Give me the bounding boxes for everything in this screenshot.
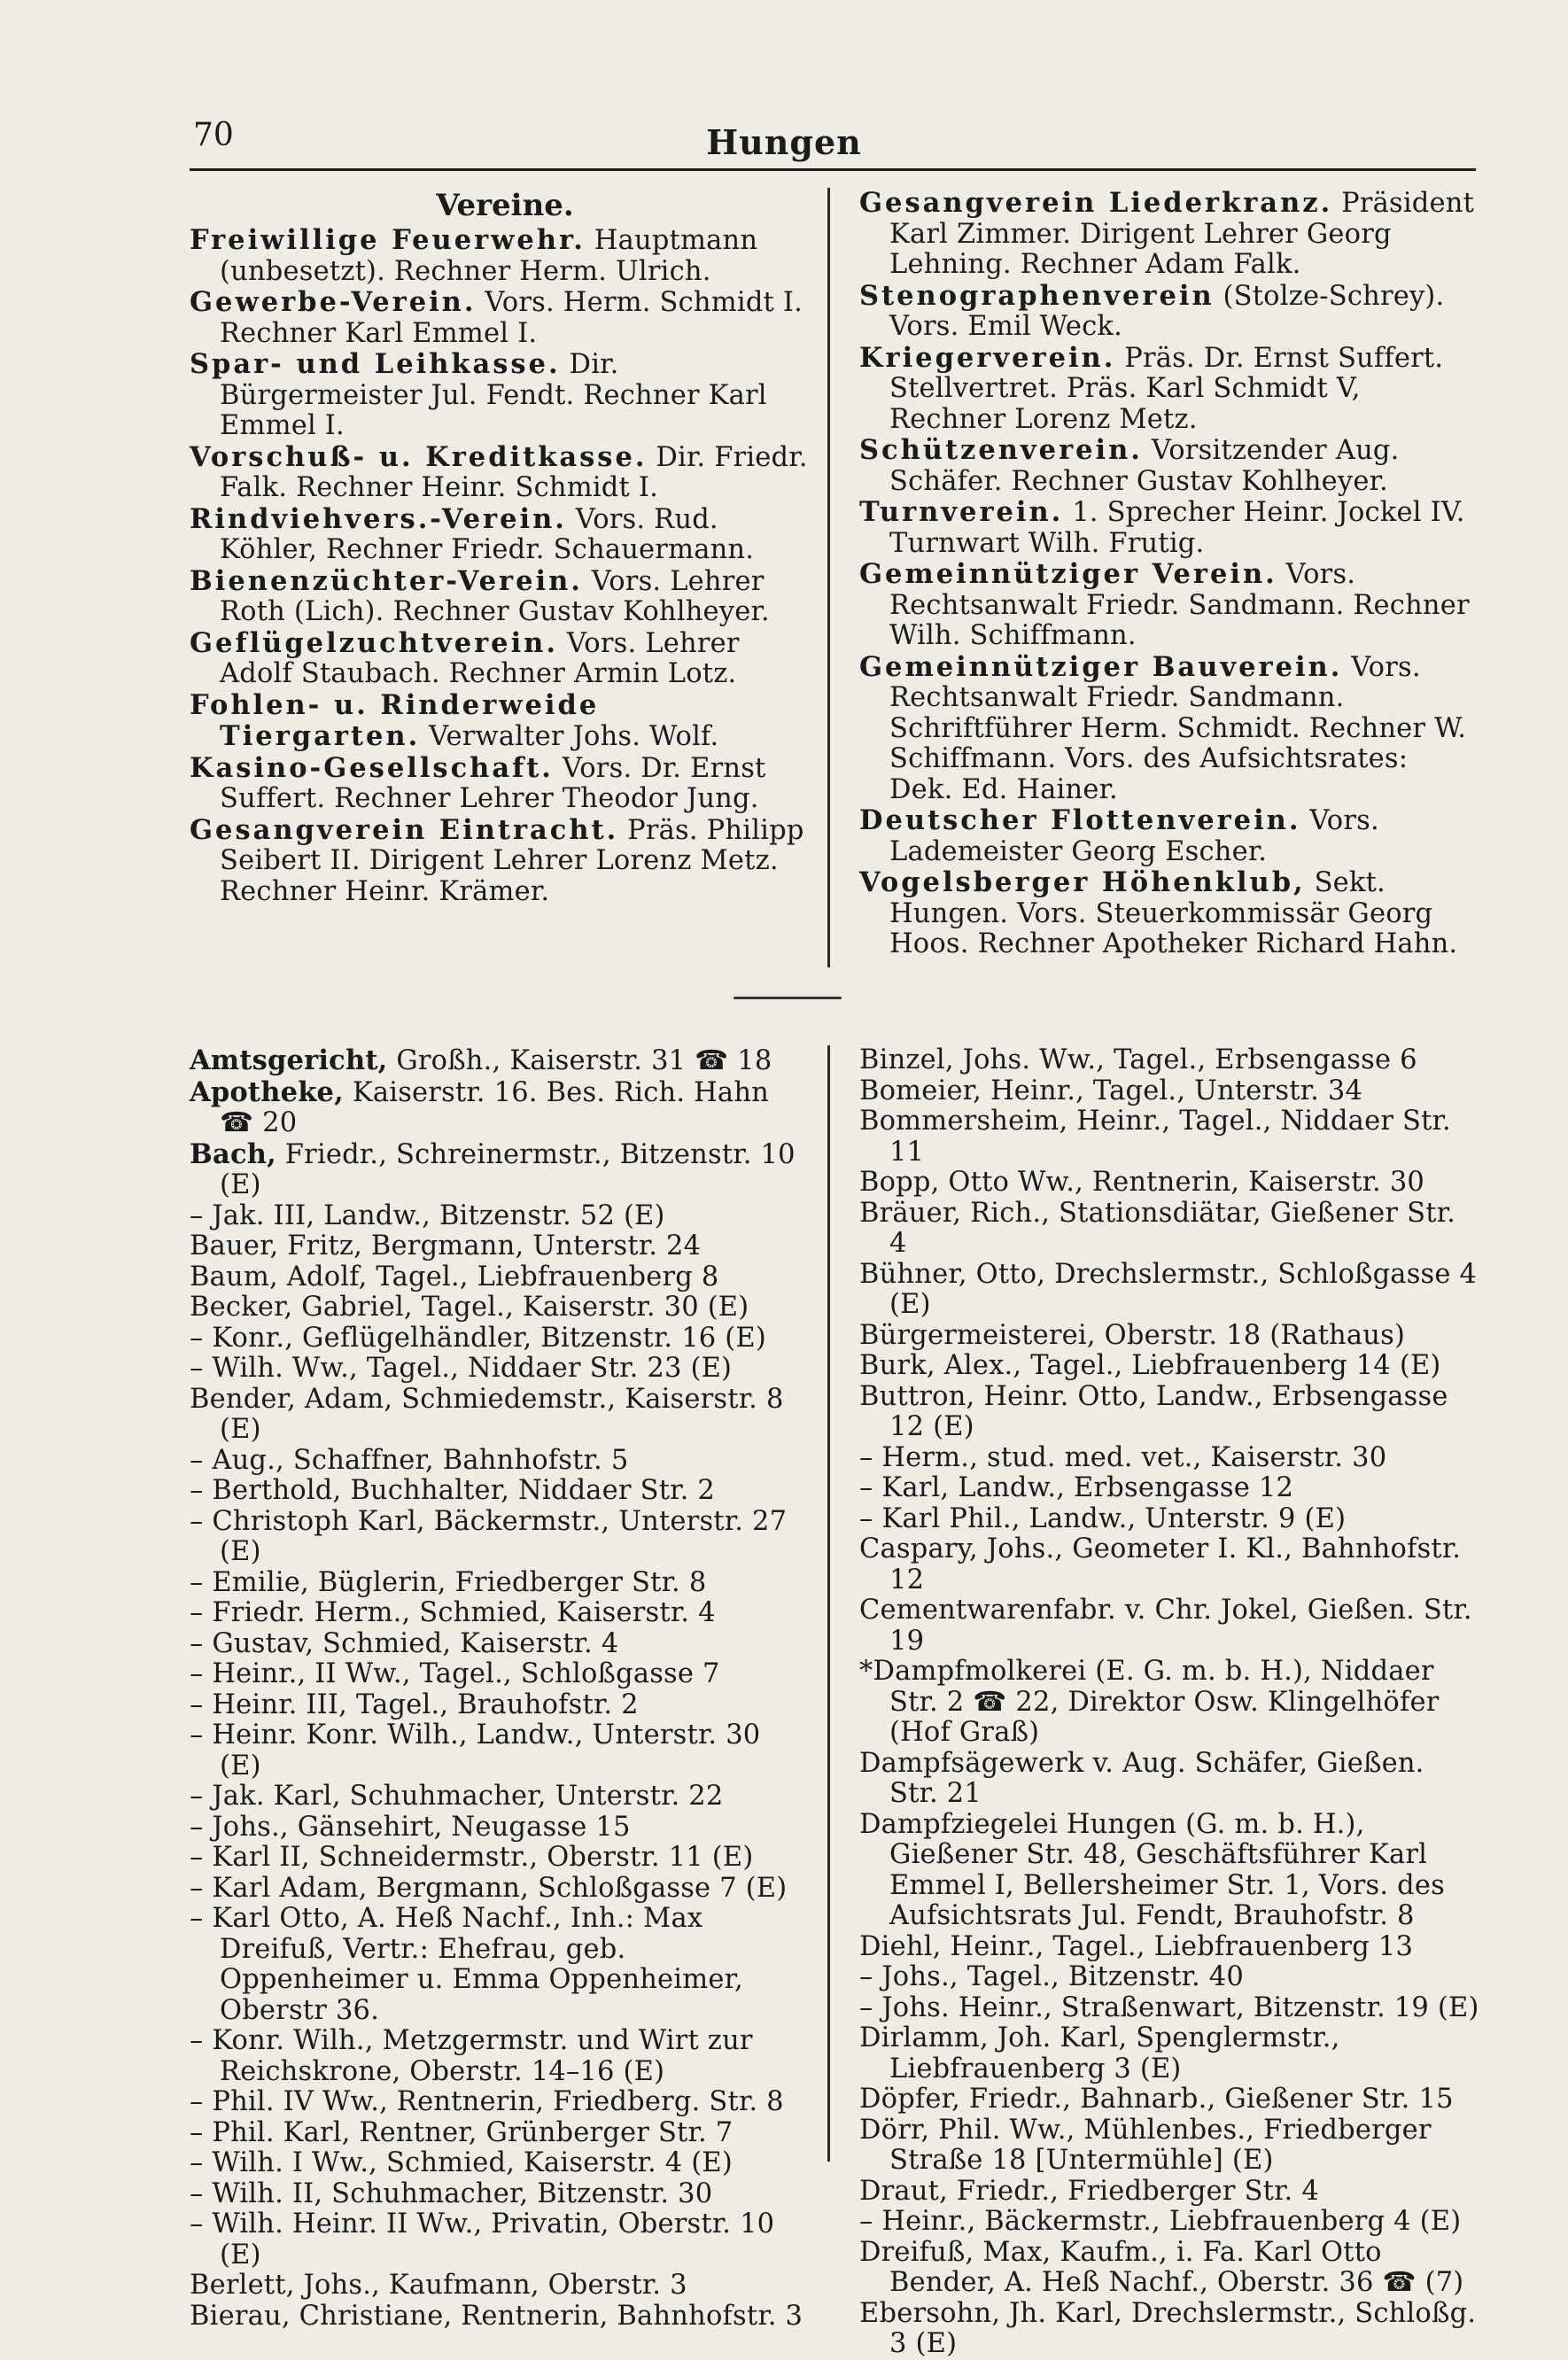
verein-details: Präs. Dr. Ernst Suffert. Stellvertret. Präs. Karl Schmidt V, Rechner Lorenz Metz. (889, 342, 1444, 435)
verein-entry (190, 442, 810, 504)
directory-entry (859, 2177, 1479, 2208)
entry-text: Bomeier, Heinr., Tagel., Unterstr. 34 (859, 1075, 1363, 1106)
section-separator (734, 997, 842, 999)
entry-text: Bühner, Otto, Drechslermstr., Schloßgasse 4 (E) (859, 1258, 1478, 1320)
entry-text: Bender, Adam, Schmiedemstr., Kaiserstr. 8 (E) (190, 1383, 784, 1445)
directory-entry (190, 1231, 810, 1262)
directory-entry (190, 2148, 810, 2179)
entry-text: Döpfer, Friedr., Bahnarb., Gießener Str. 15 (859, 2084, 1454, 2115)
section-title-vereine: Vereine. (436, 188, 574, 223)
directory-entry (190, 1904, 810, 2026)
directory-entry (190, 2302, 810, 2333)
vereine-column-left (190, 225, 810, 907)
entry-text: Draut, Friedr., Friedberger Str. 4 (859, 2175, 1319, 2207)
entry-text: Buttron, Heinr. Otto, Landw., Erbsengasse 12 (E) (859, 1380, 1448, 1442)
directory-entry (859, 1749, 1479, 1810)
verein-name: Kasino-Gesellschaft. (190, 751, 554, 784)
entry-text: – Johs., Tagel., Bitzenstr. 40 (859, 1961, 1245, 1992)
verein-name: Fohlen- u. Rinderweide Tiergarten. (190, 688, 600, 752)
verein-details: Vors. Dr. Ernst Suffert. Rechner Lehrer Theodor Jung. (220, 752, 766, 814)
page-number: 70 (193, 117, 234, 153)
verein-details: Vors. Lehrer Roth (Lich). Rechner Gustav Kohlheyer. (220, 565, 770, 627)
entry-text: Dampfziegelei Hungen (G. m. b. H.), Gießener Str. 48, Geschäftsführer Karl Emmel I, Bellersheimer Str. 1, Vors. des Aufsichtsrats Jul. Fendt, Brauhofstr. 8 (859, 1808, 1445, 1931)
column-divider-top (827, 188, 830, 967)
entry-text: Bürgermeisterei, Oberstr. 18 (Rathaus) (859, 1319, 1406, 1351)
entry-text: – Aug., Schaffner, Bahnhofstr. 5 (190, 1444, 629, 1476)
entry-text: – Phil. Karl, Rentner, Grünberger Str. 7 (190, 2116, 734, 2148)
verein-name: Schützenverein. (859, 434, 1143, 466)
entry-text: – Heinr. III, Tagel., Brauhofstr. 2 (190, 1688, 639, 1720)
directory-entry (859, 1199, 1479, 1260)
verein-details: Dir. Friedr. Falk. Rechner Heinr. Schmidt I. (220, 441, 808, 503)
entry-text: Dreifuß, Max, Kaufm., i. Fa. Karl Otto Bender, A. Heß Nachf., Oberstr. 36 ☎ (7) (859, 2236, 1464, 2298)
verein-name: Rindviehvers.-Verein. (190, 502, 567, 535)
verein-details: Hauptmann (unbesetzt). Rechner Herm. Ulrich. (220, 225, 758, 287)
verein-entry (190, 815, 810, 908)
directory-entry (859, 1993, 1479, 2024)
verein-name: Bienenzüchter-Verein. (190, 564, 583, 597)
verein-name: Spar- und Leihkasse. (190, 348, 561, 380)
verein-entry (190, 566, 810, 628)
directory-entry (859, 1076, 1479, 1107)
directory-entry (859, 1657, 1479, 1749)
directory-entry (859, 1443, 1479, 1474)
directory-entry (190, 1568, 810, 1599)
verein-details: Vors. Herm. Schmidt I. Rechner Karl Emmel I. (220, 287, 803, 349)
verein-entry (859, 343, 1479, 436)
directory-entry (190, 1659, 810, 1690)
entry-text: Dampfsägewerk v. Aug. Schäfer, Gießen. Str. 21 (859, 1747, 1424, 1809)
directory-entry (190, 1446, 810, 1477)
directory-entry (190, 2087, 810, 2118)
directory-entry (859, 1168, 1479, 1199)
entry-text: Kaiserstr. 16. Bes. Rich. Hahn ☎ 20 (220, 1076, 770, 1138)
directory-entry (859, 1534, 1479, 1595)
directory-entry (859, 1045, 1479, 1076)
directory-entry (859, 1260, 1479, 1321)
entry-text: – Heinr. Konr. Wilh., Landw., Unterstr. 30 (E) (190, 1720, 761, 1782)
directory-entry (859, 1595, 1479, 1657)
verein-details: Präsident Karl Zimmer. Dirigent Lehrer Georg Lehning. Rechner Adam Falk. (889, 188, 1475, 280)
directory-entry (190, 2026, 810, 2087)
directory-entry (190, 1782, 810, 1813)
entry-text: Becker, Gabriel, Tagel., Kaiserstr. 30 (E) (190, 1292, 749, 1323)
verein-entry (859, 652, 1479, 806)
verein-entry (859, 281, 1479, 343)
entry-text: – Berthold, Buchhalter, Niddaer Str. 2 (190, 1475, 715, 1506)
directory-entry (190, 1690, 810, 1721)
entry-text: Baum, Adolf, Tagel., Liebfrauenberg 8 (190, 1261, 719, 1293)
verein-details: Vors. Rechtsanwalt Friedr. Sandmann. Rechner Wilh. Schiffmann. (889, 559, 1470, 651)
directory-entry (859, 1504, 1479, 1535)
verein-name: Freiwillige Feuerwehr. (190, 224, 586, 256)
verein-entry (859, 435, 1479, 497)
column-divider-bottom (827, 1045, 830, 2162)
entry-name: Bach, (190, 1137, 276, 1170)
entry-name: Apotheke, (190, 1075, 344, 1108)
directory-entry (190, 1874, 810, 1905)
directory-entry (190, 1324, 810, 1355)
entry-text: Burk, Alex., Tagel., Liebfrauenberg 14 (E) (859, 1350, 1441, 1381)
directory-column-left (190, 1045, 810, 2332)
verein-name: Gewerbe-Verein. (190, 286, 477, 318)
directory-entry (190, 1476, 810, 1507)
entry-text: Ebersohn, Jh. Karl, Drechslermstr., Schloßg. 3 (E) (859, 2297, 1477, 2359)
entry-text: – Wilh. Heinr. II Ww., Privatin, Oberstr. 10 (E) (190, 2209, 775, 2271)
entry-text: – Johs. Heinr., Straßenwart, Bitzenstr. 19 (E) (859, 1991, 1479, 2023)
directory-entry (190, 1385, 810, 1446)
directory-entry (859, 2115, 1479, 2177)
verein-details: Sekt. Hungen. Vors. Steuerkommissär Georg Hoos. Rechner Apotheker Richard Hahn. (889, 867, 1458, 959)
verein-details: 1. Sprecher Heinr. Jockel IV. Turnwart Wilh. Frutig. (889, 497, 1465, 559)
verein-name: Stenographenverein (859, 279, 1215, 312)
verein-name: Gesangverein Eintracht. (190, 813, 619, 846)
entry-text: – Konr., Geflügelhändler, Bitzenstr. 16 (E) (190, 1322, 766, 1354)
verein-details: Vors. Rechtsanwalt Friedr. Sandmann. Schriftführer Herm. Schmidt. Rechner W. Schiffmann. Vors. des Aufsichtsrates: Dek. Ed. Hainer. (889, 651, 1467, 805)
entry-text: – Karl, Landw., Erbsengasse 12 (859, 1472, 1294, 1503)
directory-entry (859, 2084, 1479, 2115)
verein-details: Präs. Philipp Seibert II. Dirigent Lehrer Lorenz Metz. Rechner Heinr. Krämer. (220, 814, 804, 907)
directory-entry (190, 1354, 810, 1385)
vereine-column-right (859, 188, 1479, 960)
entry-name: Amtsgericht, (190, 1044, 388, 1076)
entry-text: Cementwarenfabr. v. Chr. Jokel, Gießen. Str. 19 (859, 1595, 1472, 1657)
verein-details: Dir. Bürgermeister Jul. Fendt. Rechner Karl Emmel I. (220, 349, 767, 441)
entry-text: Bierau, Christiane, Rentnerin, Bahnhofstr. 3 (190, 2300, 803, 2332)
directory-entry (190, 2179, 810, 2210)
entry-text: – Jak. III, Landw., Bitzenstr. 52 (E) (190, 1199, 665, 1231)
verein-details: (Stolze-Schrey). Vors. Emil Weck. (889, 280, 1445, 342)
entry-text: – Emilie, Büglerin, Friedberger Str. 8 (190, 1566, 707, 1598)
entry-text: – Wilh. I Ww., Schmied, Kaiserstr. 4 (E) (190, 2147, 733, 2178)
entry-text: – Karl Otto, A. Heß Nachf., Inh.: Max Dreifuß, Vertr.: Ehefrau, geb. Oppenheimer u. Emma Oppenheimer, Oberstr 36. (190, 1903, 743, 2026)
verein-entry (190, 287, 810, 349)
entry-text: Bopp, Otto Ww., Rentnerin, Kaiserstr. 30 (859, 1167, 1425, 1198)
entry-text: – Christoph Karl, Bäckermstr., Unterstr. 27 (E) (190, 1505, 788, 1567)
verein-details: Verwalter Johs. Wolf. (420, 721, 719, 752)
entry-text: Bommersheim, Heinr., Tagel., Niddaer Str. 11 (859, 1106, 1451, 1168)
directory-entry (190, 1843, 810, 1874)
verein-entry (190, 690, 810, 753)
verein-entry (859, 559, 1479, 652)
directory-entry (859, 1351, 1479, 1382)
verein-entry (859, 805, 1479, 867)
entry-text: – Karl II, Schneidermstr., Oberstr. 11 (E) (190, 1842, 754, 1873)
directory-entry (190, 1598, 810, 1629)
running-head: Hungen (706, 122, 862, 162)
entry-text: – Herm., stud. med. vet., Kaiserstr. 30 (859, 1441, 1387, 1473)
entry-text: – Karl Phil., Landw., Unterstr. 9 (E) (859, 1502, 1347, 1534)
verein-details: Vors. Rud. Köhler, Rechner Friedr. Schauermann. (220, 503, 755, 565)
directory-entry (859, 2299, 1479, 2360)
entry-text: Bauer, Fritz, Bergmann, Unterstr. 24 (190, 1230, 702, 1262)
directory-entry (859, 1382, 1479, 1443)
directory-entry (859, 2207, 1479, 2238)
verein-entry (859, 867, 1479, 960)
verein-name: Kriegerverein. (859, 341, 1116, 374)
entry-text: – Wilh. II, Schuhmacher, Bitzenstr. 30 (190, 2178, 713, 2209)
verein-details: Vorsitzender Aug. Schäfer. Rechner Gustav Kohlheyer. (889, 435, 1400, 497)
directory-column-right (859, 1045, 1479, 2360)
directory-entry (190, 1813, 810, 1844)
verein-details: Vors. Lademeister Georg Escher. (889, 805, 1379, 867)
directory-entry (859, 1932, 1479, 1963)
directory-entry (190, 1045, 810, 1077)
entry-text: Großh., Kaiserstr. 31 ☎ 18 (387, 1045, 772, 1076)
verein-name: Gesangverein Liederkranz. (859, 187, 1333, 219)
directory-entry (859, 1473, 1479, 1504)
verein-entry (190, 628, 810, 690)
directory-entry (190, 2118, 810, 2149)
directory-entry (190, 1293, 810, 1324)
verein-details: Vors. Lehrer Adolf Staubach. Rechner Armin Lotz. (220, 627, 740, 689)
verein-entry (190, 349, 810, 442)
verein-name: Gemeinnütziger Bauverein. (859, 650, 1343, 683)
verein-entry (859, 188, 1479, 281)
verein-name: Turnverein. (859, 496, 1064, 528)
entry-text: Dörr, Phil. Ww., Mühlenbes., Friedberger Straße 18 [Untermühle] (E) (859, 2114, 1432, 2176)
directory-entry (190, 1629, 810, 1660)
verein-name: Vorschuß- u. Kreditkasse. (190, 440, 648, 473)
directory-entry (859, 2238, 1479, 2299)
header-rule (190, 168, 1476, 171)
directory-entry (190, 1077, 810, 1139)
entry-text: Berlett, Johs., Kaufmann, Oberstr. 3 (190, 2270, 687, 2301)
entry-text: Bräuer, Rich., Stationsdiätar, Gießener Str. 4 (859, 1197, 1455, 1259)
entry-text: – Wilh. Ww., Tagel., Niddaer Str. 23 (E) (190, 1353, 733, 1384)
directory-entry (190, 2209, 810, 2271)
entry-text: – Konr. Wilh., Metzgermstr. und Wirt zur Reichskrone, Oberstr. 14–16 (E) (190, 2025, 753, 2087)
directory-entry (859, 1321, 1479, 1352)
entry-text: – Gustav, Schmied, Kaiserstr. 4 (190, 1627, 619, 1659)
directory-entry (190, 1201, 810, 1232)
entry-text: – Johs., Gänsehirt, Neugasse 15 (190, 1811, 631, 1843)
verein-entry (859, 497, 1479, 559)
entry-text: – Karl Adam, Bergmann, Schloßgasse 7 (E) (190, 1872, 788, 1904)
directory-entry (859, 1106, 1479, 1168)
verein-entry (190, 225, 810, 287)
entry-text: Friedr., Schreinermstr., Bitzenstr. 10 (E) (220, 1138, 796, 1200)
entry-text: Caspary, Johs., Geometer I. Kl., Bahnhofstr. 12 (859, 1533, 1462, 1595)
verein-name: Geflügelzuchtverein. (190, 626, 558, 659)
verein-name: Gemeinnütziger Verein. (859, 558, 1277, 590)
entry-text: – Heinr., Bäckermstr., Liebfrauenberg 4 (E) (859, 2206, 1462, 2237)
entry-text: – Friedr. Herm., Schmied, Kaiserstr. 4 (190, 1597, 716, 1628)
directory-entry (190, 1507, 810, 1568)
directory-entry (859, 2023, 1479, 2084)
directory-entry (190, 2271, 810, 2302)
verein-name: Deutscher Flottenverein. (859, 804, 1301, 836)
directory-entry (859, 1810, 1479, 1932)
entry-text: Diehl, Heinr., Tagel., Liebfrauenberg 13 (859, 1930, 1414, 1962)
directory-entry (190, 1139, 810, 1201)
directory-entry (190, 1262, 810, 1293)
directory-entry (859, 1962, 1479, 1993)
entry-text: – Jak. Karl, Schuhmacher, Unterstr. 22 (190, 1781, 724, 1812)
entry-text: – Phil. IV Ww., Rentnerin, Friedberg. Str. 8 (190, 2086, 784, 2117)
verein-name: Vogelsberger Höhenklub, (859, 866, 1306, 898)
entry-text: – Heinr., II Ww., Tagel., Schloßgasse 7 (190, 1658, 720, 1689)
directory-entry (190, 1720, 810, 1782)
verein-entry (190, 504, 810, 566)
entry-text: Dirlamm, Joh. Karl, Spenglermstr., Liebfrauenberg 3 (E) (859, 2022, 1340, 2084)
entry-text: Binzel, Johs. Ww., Tagel., Erbsengasse 6 (859, 1044, 1417, 1075)
entry-text: *Dampfmolkerei (E. G. m. b. H.), Niddaer Str. 2 ☎ 22, Direktor Osw. Klingelhöfer (Hof Graß) (859, 1656, 1440, 1748)
verein-entry (190, 753, 810, 815)
